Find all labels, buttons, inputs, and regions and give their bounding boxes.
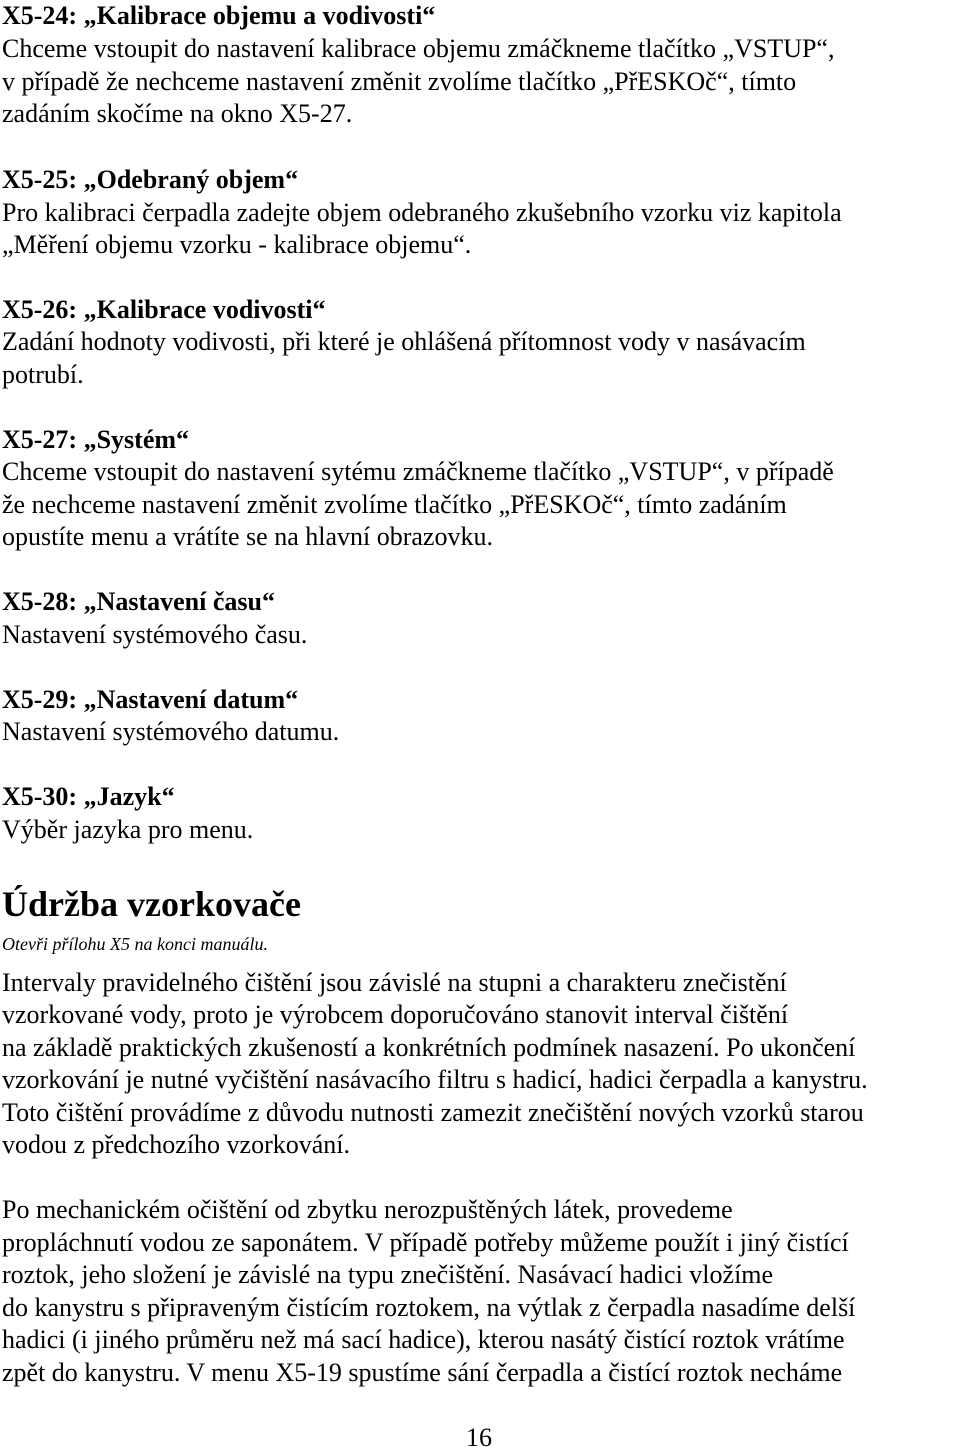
text-line: hadici (i jiného průměru než má sací hadice), kterou nasátý čistící roztok vrátíme	[2, 1325, 845, 1354]
section-heading-x5-26: X5-26: „Kalibrace vodivosti“	[2, 295, 326, 324]
section-heading-x5-27: X5-27: „Systém“	[2, 425, 190, 454]
text-line: propláchnutí vodou ze saponátem. V případě potřeby můžeme použít i jiný čistící	[2, 1228, 849, 1257]
chapter-title: Údržba vzorkovače	[2, 884, 301, 924]
text-line: Chceme vstoupit do nastavení kalibrace objemu zmáčkneme tlačítko „VSTUP“,	[2, 34, 835, 63]
text-line: opustíte menu a vrátíte se na hlavní obrazovku.	[2, 522, 493, 551]
text-line: vzorkované vody, proto je výrobcem doporučováno stanovit interval čištění	[2, 1000, 789, 1029]
text-line: vzorkování je nutné vyčištění nasávacího filtru s hadicí, hadici čerpadla a kanystru.	[2, 1065, 868, 1094]
text-line: vodou z předchozího vzorkování.	[2, 1130, 351, 1159]
text-line: zpět do kanystru. V menu X5-19 spustíme sání čerpadla a čistící roztok necháme	[2, 1358, 843, 1387]
section-heading-x5-24: X5-24: „Kalibrace objemu a vodivosti“	[2, 1, 436, 30]
text-line: Nastavení systémového datumu.	[2, 717, 340, 746]
section-heading-x5-28: X5-28: „Nastavení času“	[2, 587, 275, 616]
text-line: Po mechanickém očištění od zbytku nerozpuštěných látek, provedeme	[2, 1195, 733, 1224]
text-line: Pro kalibraci čerpadla zadejte objem odebraného zkušebního vzorku viz kapitola	[2, 198, 842, 227]
text-line: roztok, jeho složení je závislé na typu znečištění. Nasávací hadici vložíme	[2, 1260, 774, 1289]
text-line: zadáním skočíme na okno X5-27.	[2, 99, 353, 128]
section-heading-x5-25: X5-25: „Odebraný objem“	[2, 165, 299, 194]
section-heading-x5-29: X5-29: „Nastavení datum“	[2, 685, 299, 714]
text-line: do kanystru s připraveným čistícím roztokem, na výtlak z čerpadla nasadíme delší	[2, 1293, 856, 1322]
text-line: Chceme vstoupit do nastavení sytému zmáčkneme tlačítko „VSTUP“, v případě	[2, 457, 834, 486]
page-number: 16	[466, 1423, 492, 1452]
text-line: Intervaly pravidelného čištění jsou závislé na stupni a charakteru znečistění	[2, 968, 787, 997]
text-line: v případě že nechceme nastavení změnit zvolíme tlačítko „PřESKOč“, tímto	[2, 67, 797, 96]
text-line: že nechceme nastavení změnit zvolíme tlačítko „PřESKOč“, tímto zadáním	[2, 490, 787, 519]
text-line: Výběr jazyka pro menu.	[2, 815, 254, 844]
text-line: Zadání hodnoty vodivosti, při které je ohlášená přítomnost vody v nasávacím	[2, 327, 806, 356]
text-line: Toto čištění provádíme z důvodu nutnosti zamezit znečištění nových vzorků starou	[2, 1098, 864, 1127]
appendix-note: Otevři přílohu X5 na konci manuálu.	[2, 934, 268, 954]
section-heading-x5-30: X5-30: „Jazyk“	[2, 782, 175, 811]
text-line: Nastavení systémového času.	[2, 620, 308, 649]
text-line: potrubí.	[2, 360, 84, 389]
text-line: na základě praktických zkušeností a konkrétních podmínek nasazení. Po ukončení	[2, 1033, 856, 1062]
text-line: „Měření objemu vzorku - kalibrace objemu“.	[2, 230, 472, 259]
